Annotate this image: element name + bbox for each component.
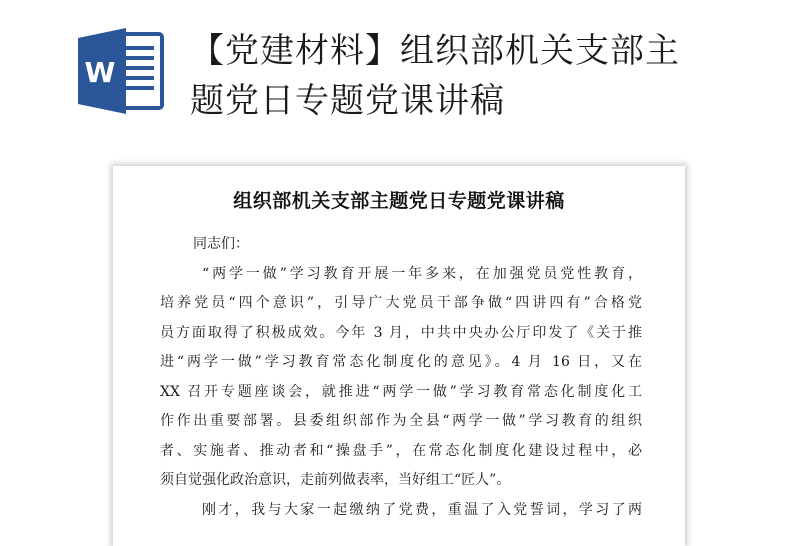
document-body bbox=[160, 230, 642, 525]
body-line-9: 刚才，我与大家一起缴纳了党费，重温了入党誓词，学习了两 bbox=[202, 501, 642, 518]
body-line-6: 作作出重要部署。县委组织部作为全县“两学一做”学习教育的组织 bbox=[160, 413, 642, 429]
word-logo-letter: W bbox=[84, 56, 116, 89]
body-line-5: XX 召开专题座谈会，就推进“两学一做”学习教育常态化制度化工 bbox=[160, 383, 642, 400]
page-title-line-1: 【党建材料】组织部机关支部主 bbox=[190, 31, 680, 71]
document-title: 组织部机关支部主题党日专题党课讲稿 bbox=[233, 190, 565, 212]
greeting-line: 同志们： bbox=[193, 236, 249, 252]
word-doc-icon bbox=[76, 26, 168, 116]
body-line-1: “两学一做”学习教育开展一年多来，在加强党员党性教育， bbox=[202, 265, 642, 282]
body-line-3: 员方面取得了积极成效。今年 3 月，中共中央办公厅印发了《关于推 bbox=[160, 324, 642, 341]
body-line-2: 培养党员“四个意识”，引导广大党员干部争做“四讲四有”合格党 bbox=[160, 295, 642, 311]
body-line-4: 进“两学一做”学习教育常态化制度化的意见》。4 月 16 日，又在 bbox=[160, 354, 642, 370]
page-title bbox=[190, 26, 790, 126]
body-line-8: 须自觉强化政治意识，走前列做表率，当好组工“匠人”。 bbox=[160, 472, 511, 488]
body-line-7: 者、实施者、推动者和“操盘手”，在常态化制度化建设过程中，必 bbox=[160, 442, 642, 459]
document-page bbox=[113, 166, 685, 546]
page-title-line-2: 题党日专题党课讲稿 bbox=[190, 81, 505, 121]
